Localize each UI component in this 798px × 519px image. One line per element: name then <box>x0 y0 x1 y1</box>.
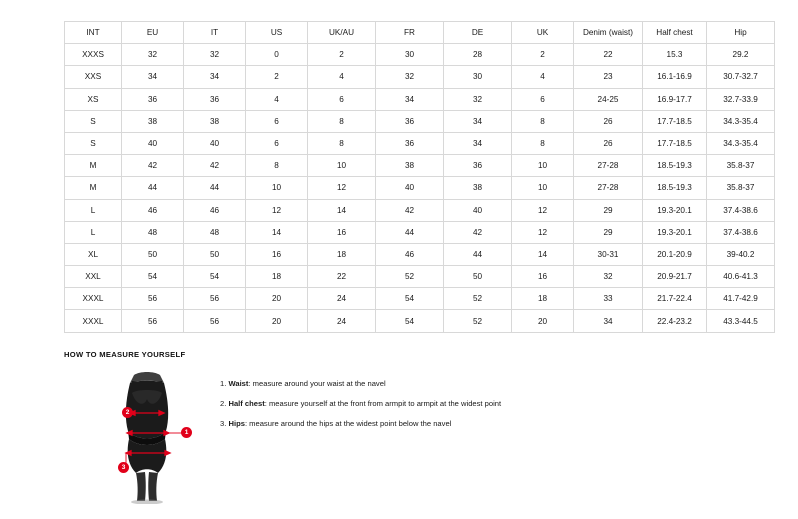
table-cell: 0 <box>246 44 308 66</box>
measure-note <box>220 379 501 388</box>
measure-note-text: : measure around your waist at the navel <box>248 379 386 388</box>
table-cell: 40.6-41.3 <box>707 266 775 288</box>
measure-note <box>220 399 501 408</box>
column-header-10: Hip <box>707 22 775 44</box>
measure-note-term: Hips <box>228 419 245 429</box>
table-cell: 6 <box>308 88 376 110</box>
table-cell: 21.7-22.4 <box>643 288 707 310</box>
table-cell: 16 <box>308 221 376 243</box>
table-cell: 4 <box>308 66 376 88</box>
table-cell: 8 <box>512 110 574 132</box>
table-cell: 34 <box>574 310 643 332</box>
table-cell: 30.7-32.7 <box>707 66 775 88</box>
table-cell: 2 <box>246 66 308 88</box>
column-header-3: US <box>246 22 308 44</box>
table-cell: 50 <box>444 266 512 288</box>
how-to-measure-title: HOW TO MEASURE YOURSELF <box>64 350 186 359</box>
table-cell: 39-40.2 <box>707 243 775 265</box>
table-row <box>65 266 775 288</box>
table-cell: 6 <box>512 88 574 110</box>
table-row <box>65 221 775 243</box>
table-cell: 48 <box>184 221 246 243</box>
table-cell: XS <box>65 88 122 110</box>
table-cell: 8 <box>512 132 574 154</box>
table-cell: 26 <box>574 132 643 154</box>
table-cell: 52 <box>444 288 512 310</box>
table-cell: 23 <box>574 66 643 88</box>
table-cell: 18 <box>512 288 574 310</box>
table-cell: 42 <box>122 155 184 177</box>
table-cell: 42 <box>184 155 246 177</box>
column-header-0: INT <box>65 22 122 44</box>
table-cell: 42 <box>376 199 444 221</box>
table-cell: 34.3-35.4 <box>707 110 775 132</box>
table-cell: 36 <box>122 88 184 110</box>
table-cell: 20.1-20.9 <box>643 243 707 265</box>
table-cell: 16.1-16.9 <box>643 66 707 88</box>
table-header-row <box>65 22 775 44</box>
table-row <box>65 199 775 221</box>
table-cell: 54 <box>122 266 184 288</box>
table-cell: 30 <box>376 44 444 66</box>
table-row <box>65 310 775 332</box>
table-cell: 29 <box>574 199 643 221</box>
table-cell: 18 <box>246 266 308 288</box>
table-cell: 56 <box>184 288 246 310</box>
table-cell: 8 <box>308 132 376 154</box>
table-cell: 12 <box>246 199 308 221</box>
table-cell: 34.3-35.4 <box>707 132 775 154</box>
table-cell: 44 <box>184 177 246 199</box>
table-cell: 40 <box>122 132 184 154</box>
measure-instructions <box>220 369 501 439</box>
table-cell: 34 <box>444 132 512 154</box>
table-cell: S <box>65 132 122 154</box>
table-cell: 34 <box>444 110 512 132</box>
table-cell: 35.8-37 <box>707 177 775 199</box>
table-cell: 37.4-38.6 <box>707 221 775 243</box>
table-cell: 10 <box>246 177 308 199</box>
table-cell: 38 <box>122 110 184 132</box>
table-cell: 22 <box>574 44 643 66</box>
table-cell: 22 <box>308 266 376 288</box>
table-cell: 24 <box>308 310 376 332</box>
table-row <box>65 288 775 310</box>
table-cell: 17.7-18.5 <box>643 132 707 154</box>
table-cell: 27-28 <box>574 155 643 177</box>
table-cell: 8 <box>246 155 308 177</box>
table-cell: 6 <box>246 132 308 154</box>
table-cell: 10 <box>308 155 376 177</box>
measure-badge-2: 2 <box>122 407 133 418</box>
table-cell: 10 <box>512 177 574 199</box>
measure-badge-1: 1 <box>181 427 192 438</box>
table-cell: 32 <box>574 266 643 288</box>
table-cell: XXXL <box>65 310 122 332</box>
table-cell: 32.7-33.9 <box>707 88 775 110</box>
measure-note-text: : measure around the hips at the widest point below the navel <box>244 419 452 429</box>
how-to-measure-body <box>64 369 734 504</box>
table-cell: 40 <box>184 132 246 154</box>
table-cell: M <box>65 177 122 199</box>
table-cell: 24-25 <box>574 88 643 110</box>
table-cell: S <box>65 110 122 132</box>
table-cell: 38 <box>444 177 512 199</box>
size-conversion-table <box>64 21 775 333</box>
table-cell: 15.3 <box>643 44 707 66</box>
table-cell: 56 <box>122 288 184 310</box>
table-cell: 32 <box>184 44 246 66</box>
table-cell: 32 <box>122 44 184 66</box>
table-cell: 6 <box>246 110 308 132</box>
table-cell: 54 <box>376 288 444 310</box>
table-cell: 34 <box>184 66 246 88</box>
table-row <box>65 155 775 177</box>
table-cell: 18.5-19.3 <box>643 155 707 177</box>
table-cell: L <box>65 199 122 221</box>
table-cell: 19.3-20.1 <box>643 221 707 243</box>
table-cell: 4 <box>246 88 308 110</box>
measure-note-term: Half chest <box>228 399 265 409</box>
mannequin-figure <box>96 369 206 504</box>
table-cell: 20 <box>512 310 574 332</box>
table-cell: 56 <box>122 310 184 332</box>
measure-note-number: 2. <box>220 399 227 409</box>
table-row <box>65 110 775 132</box>
table-cell: 41.7-42.9 <box>707 288 775 310</box>
table-cell: 17.7-18.5 <box>643 110 707 132</box>
table-cell: 26 <box>574 110 643 132</box>
table-cell: 40 <box>444 199 512 221</box>
table-body <box>65 44 775 332</box>
table-cell: 46 <box>376 243 444 265</box>
table-row <box>65 243 775 265</box>
table-cell: 38 <box>184 110 246 132</box>
table-row <box>65 44 775 66</box>
table-cell: 32 <box>444 88 512 110</box>
table-cell: 24 <box>308 288 376 310</box>
table-cell: 46 <box>122 199 184 221</box>
table-cell: 37.4-38.6 <box>707 199 775 221</box>
table-row <box>65 132 775 154</box>
how-to-measure-section <box>64 350 734 504</box>
table-cell: 14 <box>246 221 308 243</box>
table-cell: XXL <box>65 266 122 288</box>
measure-badge-3: 3 <box>118 462 129 473</box>
table-cell: 18 <box>308 243 376 265</box>
measure-note-text: : measure yourself at the front from armpit to armpit at the widest point <box>264 399 502 409</box>
table-cell: 18.5-19.3 <box>643 177 707 199</box>
table-cell: 34 <box>376 88 444 110</box>
table-row <box>65 66 775 88</box>
table-cell: 42 <box>444 221 512 243</box>
table-cell: 54 <box>376 310 444 332</box>
table-cell: XXS <box>65 66 122 88</box>
table-cell: 29.2 <box>707 44 775 66</box>
column-header-7: UK <box>512 22 574 44</box>
column-header-5: FR <box>376 22 444 44</box>
table-cell: 50 <box>122 243 184 265</box>
table-cell: 14 <box>308 199 376 221</box>
table-cell: 2 <box>308 44 376 66</box>
table-cell: 8 <box>308 110 376 132</box>
table-cell: 40 <box>376 177 444 199</box>
table-cell: 14 <box>512 243 574 265</box>
table-cell: 52 <box>444 310 512 332</box>
table-cell: 35.8-37 <box>707 155 775 177</box>
table-cell: 36 <box>444 155 512 177</box>
table-cell: 32 <box>376 66 444 88</box>
table-cell: M <box>65 155 122 177</box>
table-cell: 30 <box>444 66 512 88</box>
table-cell: 27-28 <box>574 177 643 199</box>
table-cell: 12 <box>512 221 574 243</box>
size-chart-container <box>64 21 758 333</box>
measure-note <box>220 419 501 428</box>
table-cell: 20 <box>246 310 308 332</box>
table-cell: 34 <box>122 66 184 88</box>
table-cell: 19.3-20.1 <box>643 199 707 221</box>
table-cell: 56 <box>184 310 246 332</box>
table-cell: 4 <box>512 66 574 88</box>
table-cell: 50 <box>184 243 246 265</box>
table-cell: XL <box>65 243 122 265</box>
table-cell: XXXL <box>65 288 122 310</box>
table-cell: 44 <box>376 221 444 243</box>
column-header-8: Denim (waist) <box>574 22 643 44</box>
table-cell: 16.9-17.7 <box>643 88 707 110</box>
table-cell: 20 <box>246 288 308 310</box>
table-cell: 48 <box>122 221 184 243</box>
column-header-9: Half chest <box>643 22 707 44</box>
table-cell: 16 <box>512 266 574 288</box>
table-cell: 28 <box>444 44 512 66</box>
column-header-4: UK/AU <box>308 22 376 44</box>
table-row <box>65 177 775 199</box>
table-cell: 29 <box>574 221 643 243</box>
table-cell: 38 <box>376 155 444 177</box>
table-cell: XXXS <box>65 44 122 66</box>
column-header-6: DE <box>444 22 512 44</box>
table-cell: 20.9-21.7 <box>643 266 707 288</box>
table-cell: 44 <box>444 243 512 265</box>
measure-note-number: 3. <box>220 419 227 429</box>
table-cell: 54 <box>184 266 246 288</box>
table-cell: 2 <box>512 44 574 66</box>
table-cell: 33 <box>574 288 643 310</box>
table-cell: 43.3-44.5 <box>707 310 775 332</box>
table-cell: 36 <box>376 132 444 154</box>
table-cell: 10 <box>512 155 574 177</box>
measure-note-number: 1. <box>220 379 227 388</box>
table-row <box>65 88 775 110</box>
table-cell: 52 <box>376 266 444 288</box>
measure-note-term: Waist <box>228 379 249 388</box>
table-cell: 30-31 <box>574 243 643 265</box>
table-cell: 12 <box>308 177 376 199</box>
table-cell: 46 <box>184 199 246 221</box>
table-cell: 12 <box>512 199 574 221</box>
column-header-2: IT <box>184 22 246 44</box>
table-cell: 36 <box>376 110 444 132</box>
table-cell: 44 <box>122 177 184 199</box>
table-cell: 16 <box>246 243 308 265</box>
table-cell: 22.4-23.2 <box>643 310 707 332</box>
column-header-1: EU <box>122 22 184 44</box>
table-cell: 36 <box>184 88 246 110</box>
table-cell: L <box>65 221 122 243</box>
